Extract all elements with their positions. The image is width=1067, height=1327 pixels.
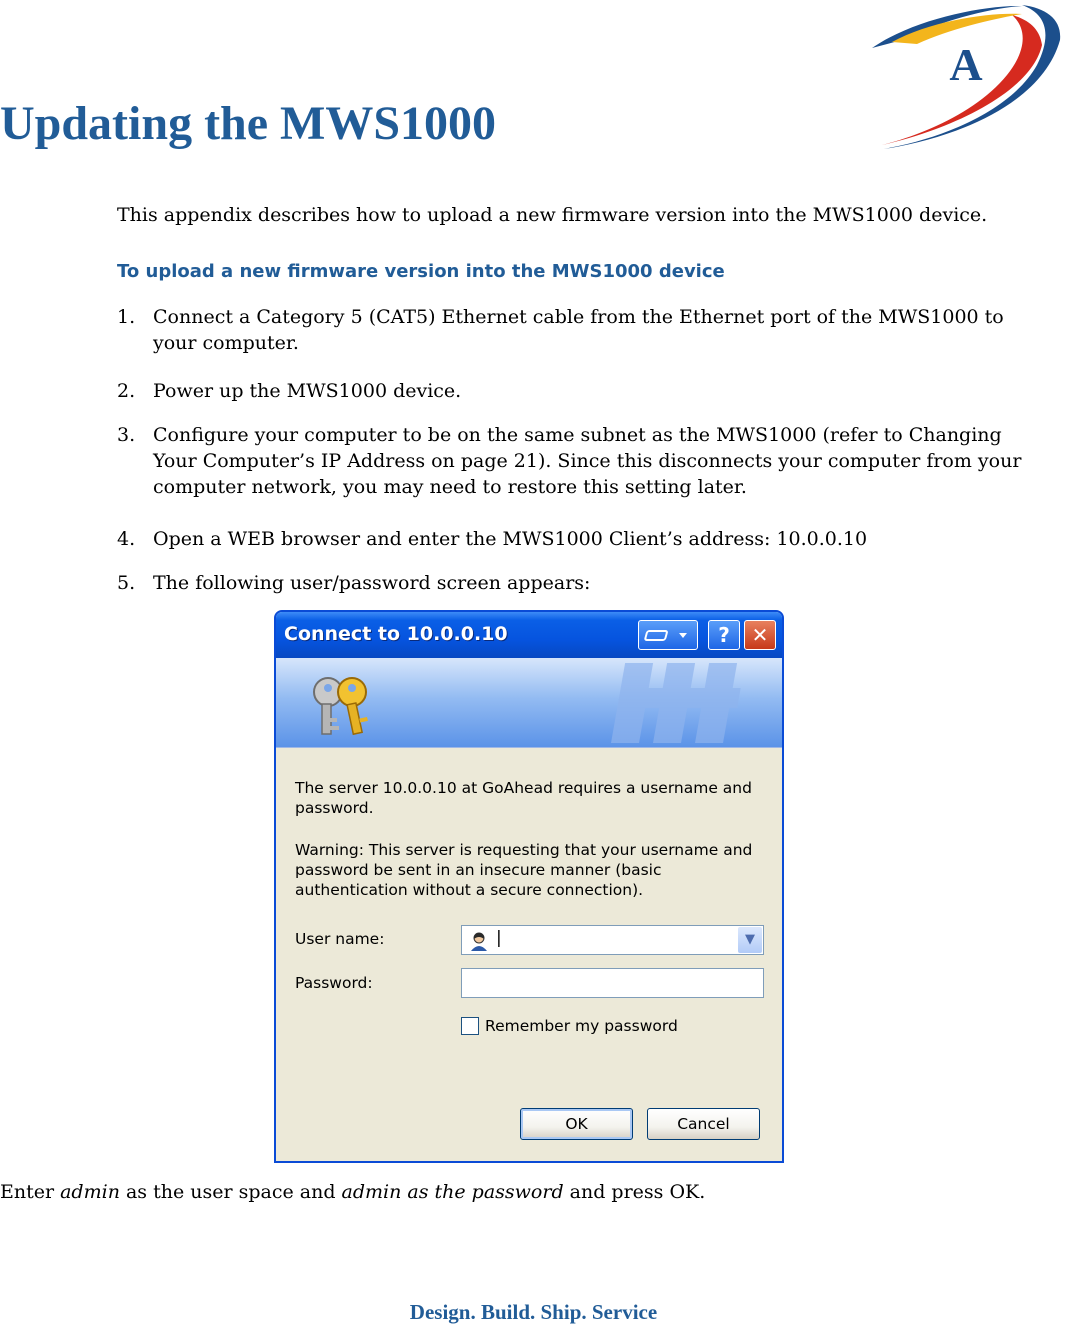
step-text: Configure your computer to be on the same subnet as the MWS1000 (refer to Changing Your Computer’s IP Address on page 21). Since this disconnects your computer from your computer network, you may need to restore this setting later. bbox=[153, 424, 1022, 498]
closing-instruction bbox=[0, 1179, 705, 1205]
closing-password-phrase: admin as the password bbox=[341, 1181, 564, 1203]
step-text: Open a WEB browser and enter the MWS1000 Client’s address: 10.0.0.10 bbox=[153, 528, 868, 550]
security-warning: Warning: This server is requesting that your username and password be sent in an insecure manner (basic authentication without a secure connection). bbox=[295, 841, 753, 899]
step-2 bbox=[117, 378, 1042, 404]
step-5 bbox=[117, 570, 1042, 596]
closing-prefix: Enter bbox=[0, 1181, 61, 1203]
step-number: 2. bbox=[117, 380, 136, 402]
cancel-button[interactable]: Cancel bbox=[647, 1108, 760, 1140]
remember-password-label[interactable]: Remember my password bbox=[485, 1017, 678, 1035]
page-title: Updating the MWS1000 bbox=[0, 97, 497, 150]
dialog-title: Connect to 10.0.0.10 bbox=[284, 623, 508, 645]
chevron-down-icon[interactable]: ▼ bbox=[738, 927, 762, 953]
footer-slogan: Design. Build. Ship. Service bbox=[409, 1300, 658, 1324]
step-3 bbox=[117, 422, 1042, 500]
step-4 bbox=[117, 526, 1042, 552]
step-text: Power up the MWS1000 device. bbox=[153, 380, 462, 402]
user-icon bbox=[469, 931, 489, 951]
keys-icon bbox=[306, 670, 378, 740]
closing-suffix: and press OK. bbox=[563, 1181, 706, 1203]
appendix-letter: A bbox=[949, 39, 983, 90]
step-text: Connect a Category 5 (CAT5) Ethernet cable from the Ethernet port of the MWS1000 to your computer. bbox=[153, 306, 1004, 354]
procedure-heading: To upload a new firmware version into the MWS1000 device bbox=[117, 261, 725, 282]
step-number: 4. bbox=[117, 528, 136, 550]
intro-paragraph: This appendix describes how to upload a new firmware version into the MWS1000 device. bbox=[117, 204, 988, 226]
username-combobox[interactable] bbox=[461, 925, 764, 955]
step-number: 1. bbox=[117, 306, 136, 328]
password-label: Password: bbox=[295, 974, 373, 992]
ok-button[interactable]: OK bbox=[520, 1108, 633, 1140]
step-number: 5. bbox=[117, 572, 136, 594]
dialog-banner bbox=[276, 658, 782, 748]
dialog-titlebar[interactable] bbox=[276, 612, 782, 658]
password-input[interactable] bbox=[461, 968, 764, 998]
help-button[interactable]: ? bbox=[708, 620, 740, 650]
username-label: User name: bbox=[295, 930, 385, 948]
step-number: 3. bbox=[117, 424, 136, 446]
closing-user-value: admin bbox=[60, 1181, 120, 1203]
username-value: | bbox=[496, 928, 502, 948]
step-1 bbox=[117, 304, 1042, 356]
banner-watermark-icon bbox=[606, 658, 782, 746]
server-message: The server 10.0.0.10 at GoAhead requires a username and password. bbox=[295, 779, 752, 817]
remember-password-checkbox[interactable] bbox=[461, 1017, 479, 1035]
step-text: The following user/password screen appears: bbox=[153, 572, 591, 594]
window-menu-button[interactable] bbox=[638, 620, 698, 650]
window-menu-icon bbox=[639, 621, 697, 649]
closing-middle: as the user space and bbox=[119, 1181, 342, 1203]
close-button[interactable]: ✕ bbox=[744, 620, 776, 650]
login-dialog bbox=[274, 610, 784, 1163]
